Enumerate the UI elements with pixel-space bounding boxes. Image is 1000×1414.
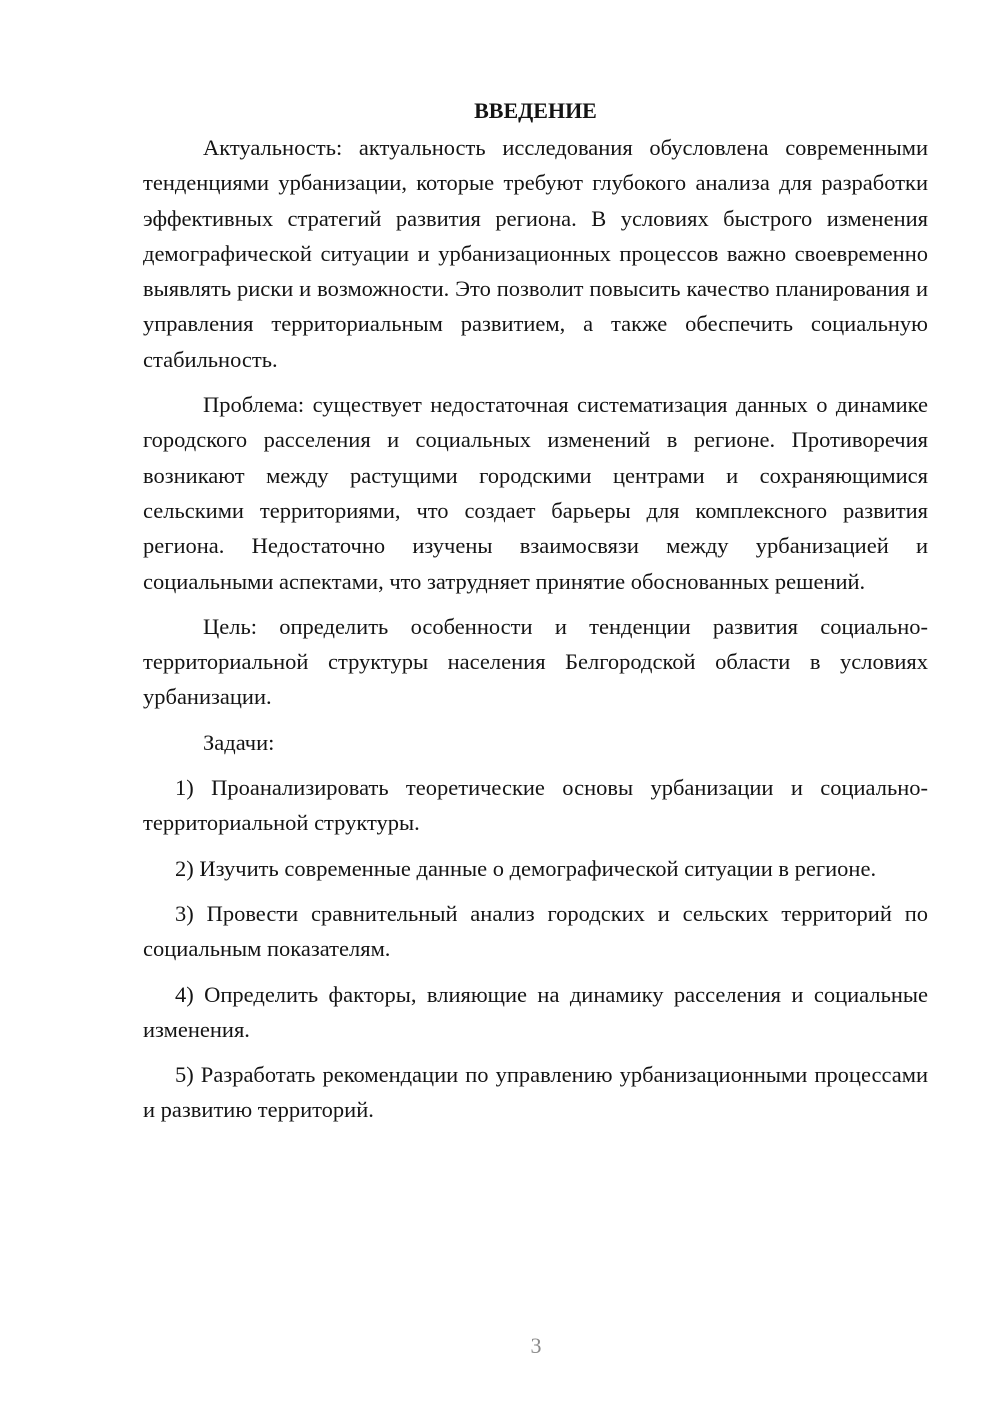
task-item: 3) Провести сравнительный анализ городских и сельских территорий по социальным показателям. <box>143 900 928 962</box>
task-item: 5) Разработать рекомендации по управлению урбанизационными процессами и развитию территорий. <box>143 1062 928 1123</box>
section-title: ВВЕДЕНИЕ <box>474 98 597 123</box>
goal-paragraph: Цель: определить особенности и тенденции развития социально-территориальной структуры населения Белгородской области в условиях урбанизации. <box>143 613 928 710</box>
tasks-list <box>143 770 928 1128</box>
tasks-heading: Задачи: <box>203 729 275 755</box>
document-body <box>143 93 928 1128</box>
page-number: 3 <box>530 1333 542 1358</box>
relevance-paragraph: Актуальность: актуальность исследования обусловлена современными тенденциями урбанизации, которые требуют глубокого анализа для разработки эффективных стратегий развития региона. В условиях быстрого изменения демографической ситуации и урбанизационных процессов важно своевременно выявлять риски и возможности. Это позволит повысить качество планирования и управления территориальным развитием, а также обеспечить социальную стабильность. <box>143 135 928 372</box>
problem-paragraph: Проблема: существует недостаточная систематизация данных о динамике городского расселения и социальных изменений в регионе. Противоречия возникают между растущими городскими центрами и сохраняющимися сельскими территориями, что создает барьеры для комплексного развития региона. Недостаточно изучены взаимосвязи между урбанизацией и социальными аспектами, что затрудняет принятие обоснованных решений. <box>143 392 928 594</box>
task-item: 1) Проанализировать теоретические основы урбанизации и социально-территориальной структуры. <box>143 775 928 836</box>
task-item: 2) Изучить современные данные о демографической ситуации в регионе. <box>175 855 877 881</box>
task-item: 4) Определить факторы, влияющие на динамику расселения и социальные изменения. <box>143 981 928 1042</box>
